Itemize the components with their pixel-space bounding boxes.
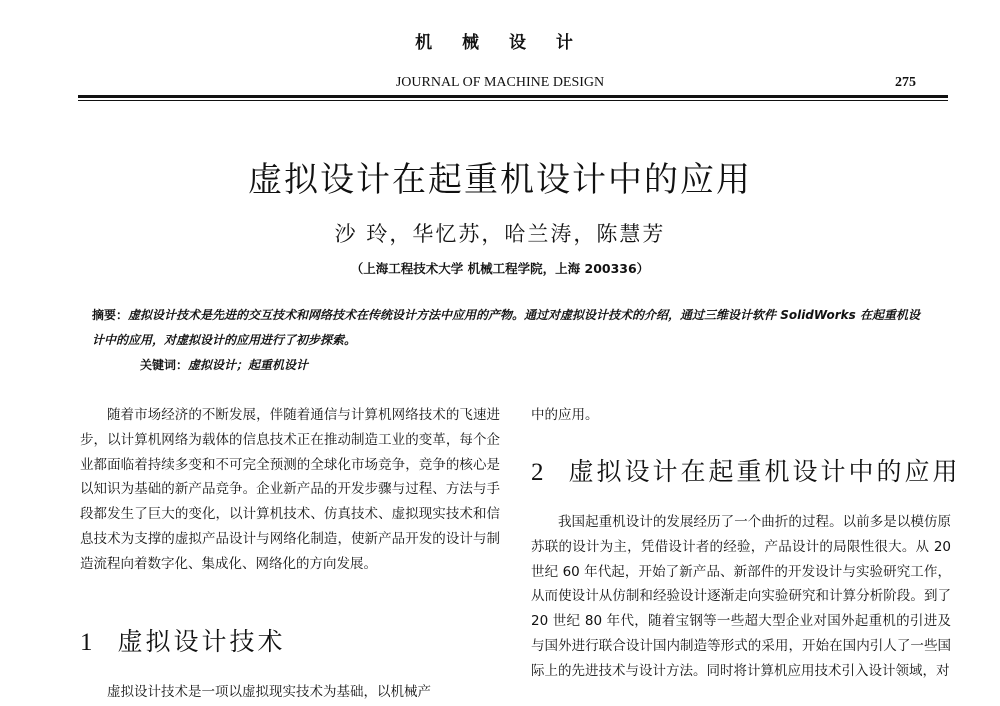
section-2-title: 虚拟设计在起重机设计中的应用 [568,457,961,486]
intro-column [80,403,500,577]
article-authors: 沙 玲，华忆苏，哈兰涛，陈慧芳 [334,222,666,246]
journal-name-chinese: 机 械 设 计 [415,33,585,53]
section-2-column [531,510,951,684]
keywords-label: 关键词： [140,358,189,372]
intro-paragraph: 随着市场经济的不断发展，伴随着通信与计算机网络技术的飞速进步，以计算机网络为载体的信息技术正在推动制造工业的变革，每个企业都面临着持续多变和不可完全预测的全球化市场竞争，竞争的核心是以知识为基础的新产品竞争。企业新产品的开发步骤与过程、方法与手段都发生了巨大的变化，以计算机技术、仿真技术、虚拟现实技术和信息技术为支撑的虚拟产品设计与网络化制造，使新产品开发的设计与制造流程向着数字化、集成化、网络化的方向发展。 [80,407,500,572]
article-title: 虚拟设计在起重机设计中的应用 [248,160,752,200]
keywords-text: 虚拟设计；起重机设计 [188,358,309,372]
section-1-title: 虚拟设计技术 [117,627,286,656]
section-2-heading [531,452,961,488]
section-2-number: 2 [531,459,547,486]
section-1-heading [80,622,286,658]
section-2-paragraph: 我国起重机设计的发展经历了一个曲折的过程。以前多是以模仿原苏联的设计为主，凭借设计者的经验，产品设计的局限性很大。从 20 世纪 60 年代起，开始了新产品、新部件的开发设计与实验研究工作，从而使设计从仿制和经验设计逐渐走向实验研究和计算分析阶段。到了 20 世纪 80 年代，随着宝钢等一些超大型企业对国外起重机的引进及与国外进行联合设计国内制造等形式的采用，开始在国内引人了一些国际上的先进技术与设计方法。同时将计算机应用技术引入设计领域，对 [531,514,951,679]
section-1-number: 1 [80,629,96,656]
keywords [140,356,308,373]
author-affiliation: （上海工程技术大学 机械工程学院，上海 200336） [350,261,650,276]
page-number: 275 [895,75,916,90]
section-1-first-line: 虚拟设计技术是一项以虚拟现实技术为基础，以机械产 [107,684,431,700]
abstract [92,303,928,353]
column-2-continuation: 中的应用。 [531,407,599,423]
header-rule-thick [78,95,948,98]
header-rule-thin [78,100,948,101]
journal-name-english: JOURNAL OF MACHINE DESIGN [395,75,605,90]
abstract-label: 摘要： [92,308,129,322]
abstract-text: 虚拟设计技术是先进的交互技术和网络技术在传统设计方法中应用的产物。通过对虚拟设计技术的介绍，通过三维设计软件 SolidWorks 在起重机设计中的应用，对虚拟设计的应用进行了初步探索。 [92,308,920,347]
